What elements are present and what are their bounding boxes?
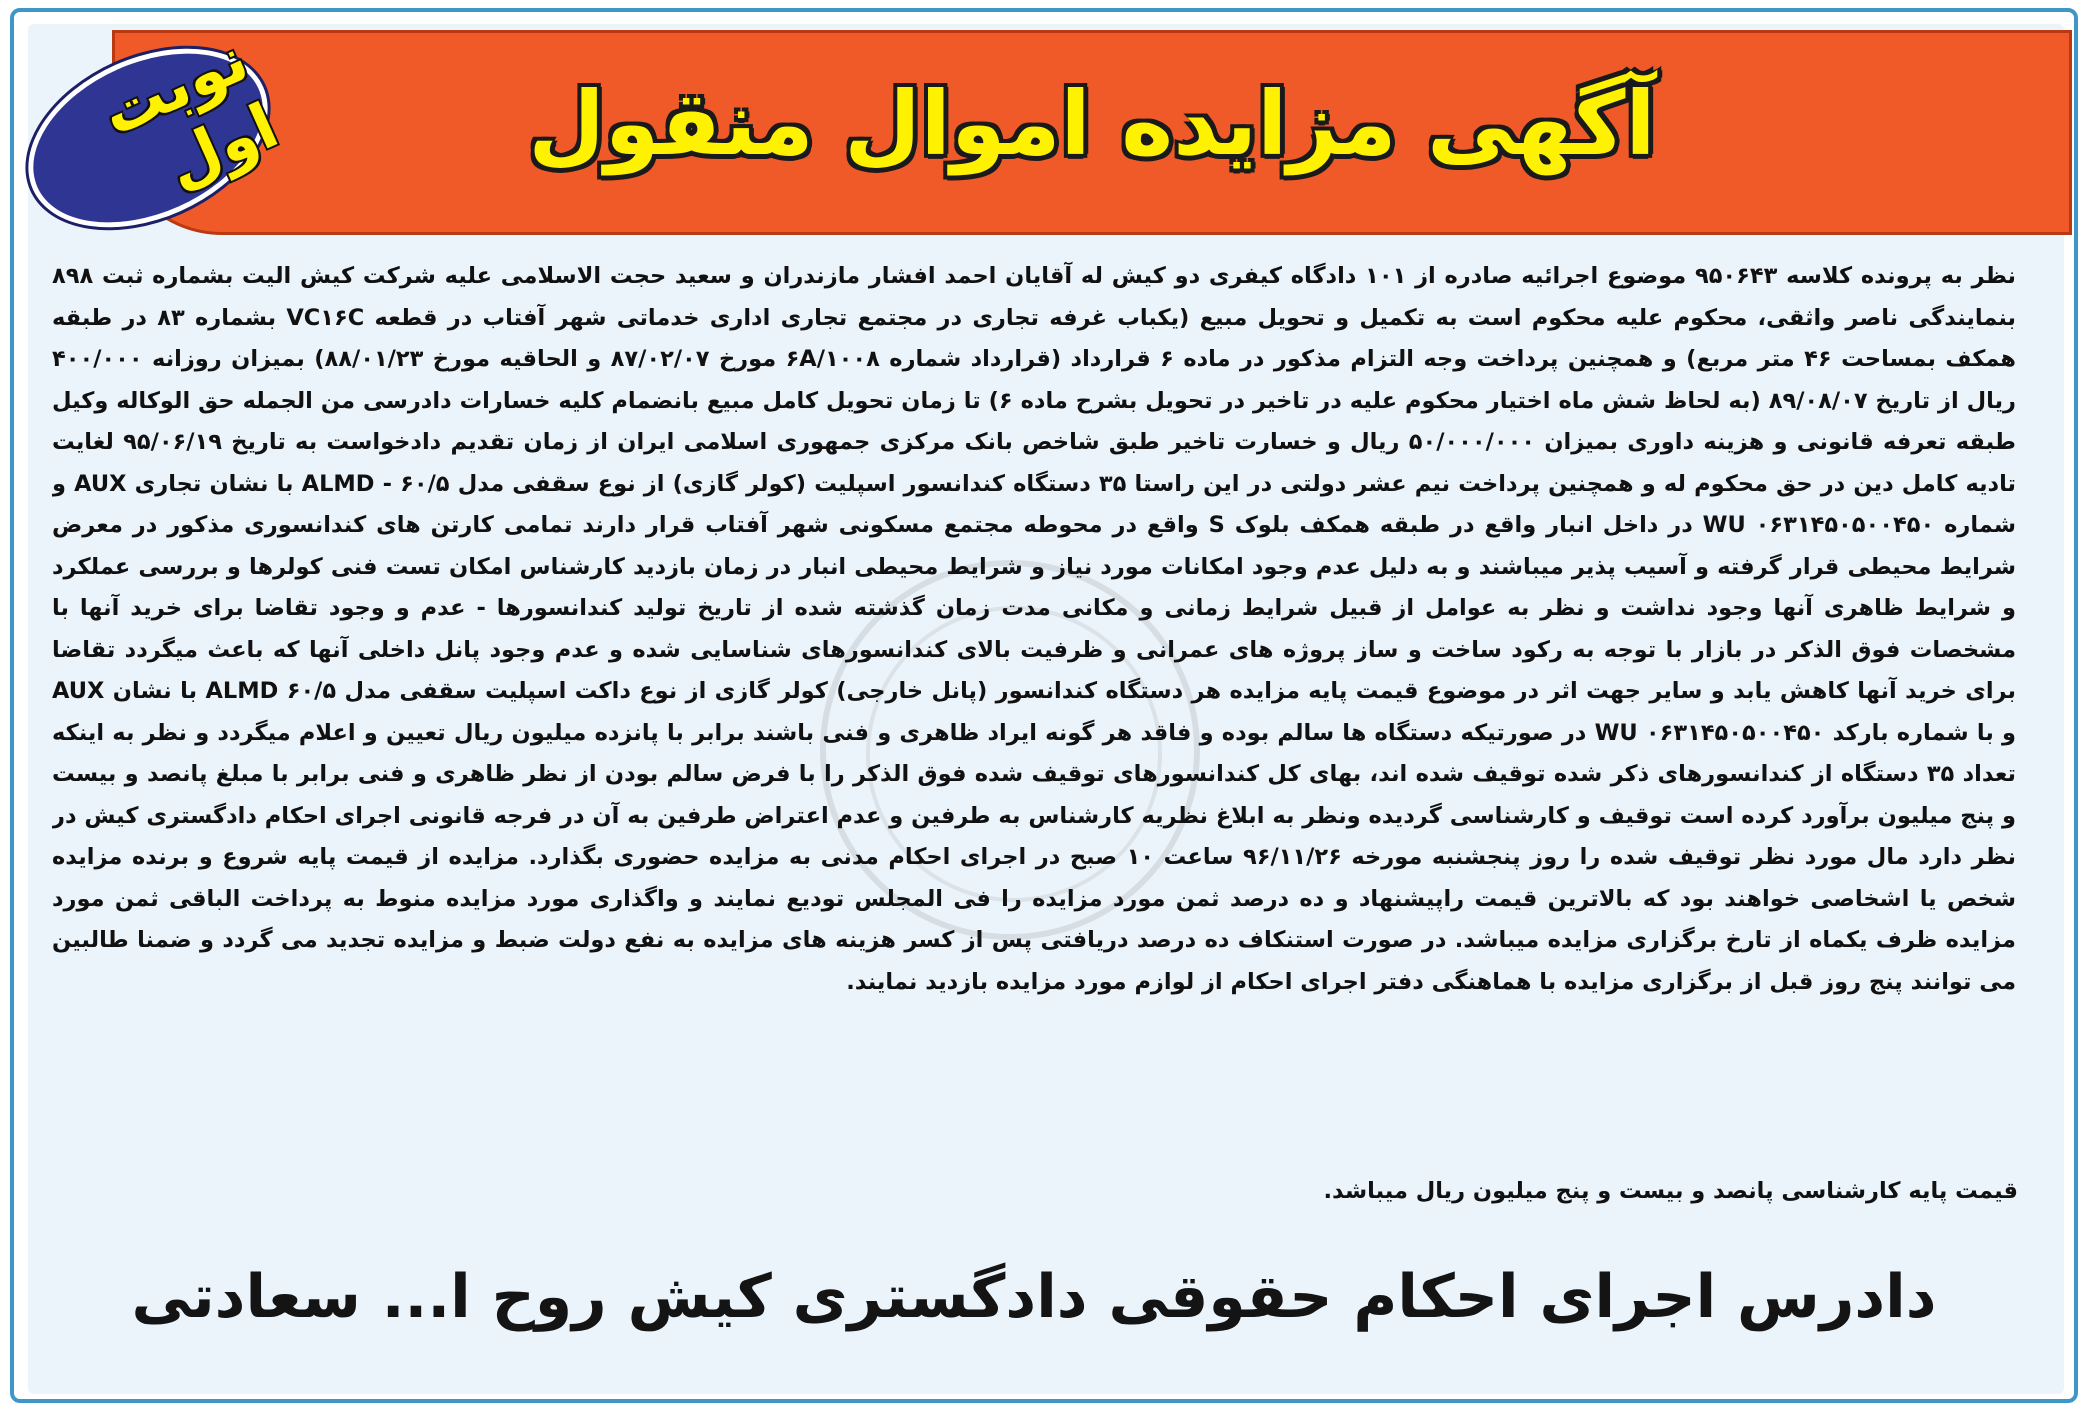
notice-body: نظر به پرونده کلاسه ۹۵۰۶۴۳ موضوع اجرائیه صادره از ۱۰۱ دادگاه کیفری دو کیش له آقایان احمد افشار مازندران و سعید حجت الاسلامی علیه شرکت کیش الیت بشماره ثبت ۸۹۸ بنمایندگی ناصر واثقی، محکوم علیه محکوم است به تکمیل و تحویل مبیع (یکباب غرفه تجاری در مجتمع تجاری اداری خدماتی شهر آفتاب در قطعه VC۱۶C بشماره ۸۳ در طبقه همکف بمساحت ۴۶ متر مربع) و همچنین پرداخت وجه التزام مذکور در ماده ۶ قرارداد (قرارداد شماره ۶A/۱۰۰۸ مورخ ۸۷/۰۲/۰۷ و الحاقیه مورخ ۸۸/۰۱/۲۳) بمیزان روزانه ۴۰۰/۰۰۰ ریال از تاریخ ۸۹/۰۸/۰۷ (به لحاظ شش ماه اختیار محکوم علیه در تاخیر در تحویل بشرح ماده ۶) تا زمان تحویل کامل مبیع بانضمام کلیه خسارات دادرسی من الجمله حق الوکاله وکیل طبقه تعرفه قانونی و هزینه داوری بمیزان ۵۰/۰۰۰/۰۰۰ ریال و خسارت تاخیر طبق شاخص بانک مرکزی جمهوری اسلامی ایران از زمان تقدیم دادخواست به تاریخ ۹۵/۰۶/۱۹ لغایت تادیه کامل دین در حق محکوم له و همچنین پرداخت نیم عشر دولتی در این راستا ۳۵ دستگاه کندانسور اسپلیت (کولر گازی) از نوع سقفی مدل ۶۰/۵ - ALMD با نشان تجاری AUX و شماره ۰۶۳۱۴۵۰۵۰۰۴۵۰ WU در داخل انبار واقع در طبقه همکف بلوک S واقع در محوطه مجتمع مسکونی شهر آفتاب قرار دارند تمامی کارتن های کندانسوری مذکور در معرض شرایط محیطی قرار گرفته و آسیب پذیر میباشند و به دلیل عدم وجود امکانات مورد نیاز و شرایط محیطی انبار در زمان بازدید کارشناس امکان تست فنی کولرها و بررسی عملکرد و شرایط ظاهری آنها وجود نداشت و نظر به عوامل از قبیل شرایط زمانی و مکانی مدت زمان گذشته شده از تاریخ تولید کندانسورها - عدم و وجود تقاضا برای خرید آنها با مشخصات فوق الذکر در بازار با توجه به رکود ساخت و ساز پروژه های عمرانی و ظرفیت بالای کندانسورهای شناسایی شده و عدم وجود پانل داخلی آنها که باعث میگردد تقاضا برای خرید آنها کاهش یابد و سایر جهت اثر در موضوع قیمت پایه مزایده هر دستگاه کندانسور (پانل خارجی) کولر گازی از نوع داکت اسپلیت سقفی مدل ۶۰/۵ ALMD با نشان AUX و با شماره بارکد ۰۶۳۱۴۵۰۵۰۰۴۵۰ WU در صورتیکه دستگاه ها سالم بوده و فاقد هر گونه ایراد ظاهری و فنی باشند برابر با پانزده میلیون ریال تعیین و اعلام میگردد و نظر به اینکه تعداد ۳۵ دستگاه از کندانسورهای ذکر شده توقیف شده اند، بهای کل کندانسورهای توقیف شده فوق الذکر را با فرض سالم بودن از نظر ظاهری و فنی برابر با مبلغ پانصد و بیست و پنج میلیون برآورد کرده است توقیف و کارشناسی گردیده ونظر به ابلاغ نظریه کارشناس به طرفین و عدم اعتراض طرفین به آن در فرجه قانونی اجرای احکام دادگستری کیش در نظر دارد مال مورد نظر توقیف شده را روز پنجشنبه مورخه ۹۶/۱۱/۲۶ ساعت ۱۰ صبح در اجرای احکام مدنی به مزایده حضوری بگذارد. مزایده از قیمت پایه شروع و برنده مزایده شخص یا اشخاصی خواهند بود که بالاترین قیمت راپیشنهاد و ده درصد ثمن مورد مزایده را فی المجلس تودیع نمایند و واگذاری مورد مزایده منوط به پرداخت الباقی ثمن مورد مزایده ظرف یکماه از تارخ برگزاری مزایده میباشد. در صورت استنکاف ده درصد دریافتی پس از کسر هزینه های مزایده به نفع دولت ضبط و مزایده تجدید می گردد و ضمنا طالبین می توانند پنج روز قبل از برگزاری مزایده با هماهنگی دفتر اجرای احکام از لوازم مورد مزایده بازدید نمایند. [52, 263, 2016, 995]
signature-line: دادرس اجرای احکام حقوقی دادگستری کیش روح ا... سعادتی [131, 1262, 1937, 1332]
badge-label: نوبت اول [90, 22, 289, 202]
base-price-note: قیمت پایه کارشناسی پانصد و بیست و پنج میلیون ریال میباشد. [1323, 1178, 2018, 1204]
notice-title: آگهی مزایده اموال منقول [528, 72, 1656, 175]
